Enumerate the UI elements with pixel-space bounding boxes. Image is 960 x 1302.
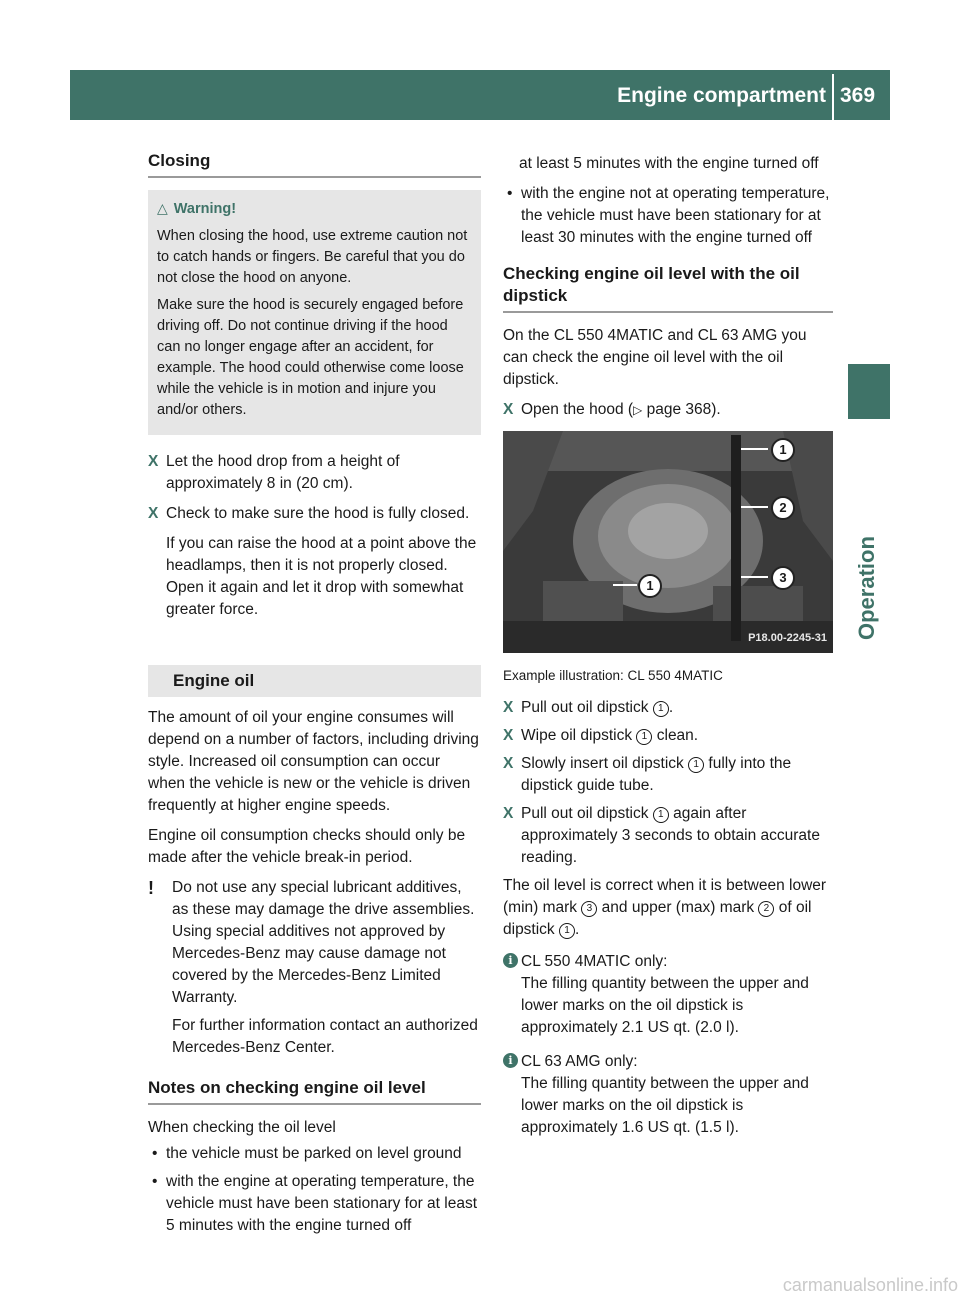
step-text: Pull out oil dipstick bbox=[521, 699, 653, 716]
right-column bbox=[503, 150, 833, 1151]
warning-title-text: Warning! bbox=[173, 201, 237, 217]
photo-code: P18.00-2245-31 bbox=[748, 632, 827, 644]
side-tab-marker bbox=[848, 364, 890, 419]
info-text: The filling quantity between the upper and lower marks on the oil dipstick is approximately 2.1 US qt. (2.0 l). bbox=[521, 975, 809, 1036]
step-text: Open the hood ( bbox=[521, 401, 634, 418]
left-column bbox=[148, 150, 481, 1234]
callout-ref: 1 bbox=[688, 757, 704, 773]
step-arrow-icon: X bbox=[148, 453, 159, 470]
step-arrow-icon: X bbox=[503, 805, 514, 822]
step-arrow-icon: X bbox=[503, 755, 514, 772]
warning-box bbox=[148, 190, 481, 435]
step-text: Slowly insert oil dipstick bbox=[521, 755, 689, 772]
callout-ref: 3 bbox=[581, 901, 597, 917]
bullet-item bbox=[148, 1171, 481, 1234]
instruction-step bbox=[503, 697, 833, 719]
info-note bbox=[503, 951, 833, 1039]
step-text: . bbox=[668, 699, 674, 716]
paragraph: The amount of oil your engine consumes will depend on a number of factors, including driving style. Increased oil consumption can occur when the vehicle is new or the vehicle is driven frequently at higher engine speeds. bbox=[148, 709, 479, 814]
bullet-icon: • bbox=[507, 185, 513, 202]
warning-paragraph: Make sure the hood is securely engaged before driving off. Do not continue driving if the hood can no longer engage after an accident, for example. The hood could otherwise come loose while the vehicle is in motion and injure you and/or others. bbox=[157, 297, 464, 418]
callout-ref: 1 bbox=[559, 923, 575, 939]
paragraph bbox=[503, 875, 833, 941]
paragraph: Engine oil consumption checks should only be made after the vehicle break-in period. bbox=[148, 827, 466, 866]
step-text: Wipe oil dipstick bbox=[521, 727, 637, 744]
caution-note bbox=[148, 877, 481, 1059]
page-number: 369 bbox=[840, 84, 876, 107]
bullet-continuation: at least 5 minutes with the engine turned off bbox=[519, 155, 819, 172]
closing-heading: Closing bbox=[148, 150, 481, 178]
callout-marker: 2 bbox=[771, 496, 795, 520]
instruction-step bbox=[503, 753, 833, 797]
header-divider bbox=[832, 74, 834, 120]
step-text: fully into the dipstick guide tube. bbox=[521, 755, 792, 794]
callout-marker: 1 bbox=[771, 438, 795, 462]
text-run: and upper (max) mark bbox=[597, 899, 759, 916]
step-text: again after approximately 3 seconds to obtain accurate reading. bbox=[521, 805, 820, 866]
warning-triangle-icon: △ bbox=[157, 200, 168, 216]
step-text: Let the hood drop from a height of approximately 8 in (20 cm). bbox=[166, 453, 400, 492]
step-text: Pull out oil dipstick bbox=[521, 805, 653, 822]
paragraph: When checking the oil level bbox=[148, 1119, 336, 1136]
photo-caption: Example illustration: CL 550 4MATIC bbox=[503, 668, 723, 683]
bullet-text: with the engine not at operating temperature, the vehicle must have been stationary for at least 30 minutes with the engine turned off bbox=[521, 185, 830, 246]
section-title: Engine compartment bbox=[617, 84, 826, 107]
text-run: The oil level is correct when it is between lower (min) mark bbox=[503, 877, 827, 916]
bullet-text: with the engine at operating temperature, the vehicle must have been stationary for at least 5 minutes with the engine turned off bbox=[166, 1173, 478, 1234]
callout-ref: 2 bbox=[758, 901, 774, 917]
side-tab-label: Operation bbox=[854, 536, 879, 640]
info-title: CL 550 4MATIC only: bbox=[521, 953, 668, 970]
step-arrow-icon: X bbox=[503, 727, 514, 744]
text-run: of oil dipstick bbox=[503, 899, 812, 938]
info-icon: i bbox=[503, 953, 518, 968]
bullet-item bbox=[503, 183, 833, 249]
engine-illustration bbox=[503, 431, 833, 653]
step-arrow-icon: X bbox=[503, 401, 514, 418]
warning-paragraph: When closing the hood, use extreme caution not to catch hands or fingers. Be careful that you do not close the hood on anyone. bbox=[157, 228, 468, 286]
notes-heading: Notes on checking engine oil level bbox=[148, 1077, 481, 1105]
engine-photo bbox=[503, 431, 833, 653]
step-text: clean. bbox=[652, 727, 699, 744]
callout-ref: 1 bbox=[653, 807, 669, 823]
callout-marker: 1 bbox=[638, 574, 662, 598]
watermark: carmanualsonline.info bbox=[782, 1275, 958, 1295]
paragraph: On the CL 550 4MATIC and CL 63 AMG you can check the engine oil level with the oil dipstick. bbox=[503, 327, 807, 388]
instruction-step bbox=[148, 451, 481, 495]
page-pointer-icon: ▷ bbox=[633, 403, 643, 417]
note-text: For further information contact an authorized Mercedes-Benz Center. bbox=[172, 1017, 478, 1056]
instruction-step bbox=[503, 725, 833, 747]
note-text: Do not use any special lubricant additives, as these may damage the drive assemblies. Using special additives not approved by Mercedes-Benz may cause damage not covered by the Mercedes-Benz Limited Warranty. bbox=[172, 879, 475, 1006]
exclamation-icon: ! bbox=[148, 878, 154, 898]
info-title: CL 63 AMG only: bbox=[521, 1053, 638, 1070]
step-detail: If you can raise the hood at a point above the headlamps, then it is not properly closed. Open it again and let it drop with somewhat greater force. bbox=[166, 535, 477, 618]
bullet-text: the vehicle must be parked on level ground bbox=[166, 1145, 462, 1162]
engine-oil-heading: Engine oil bbox=[148, 665, 481, 697]
step-arrow-icon: X bbox=[148, 505, 159, 522]
page-reference: page 368). bbox=[646, 401, 721, 418]
warning-title bbox=[157, 198, 473, 220]
instruction-step bbox=[503, 399, 833, 421]
bullet-item bbox=[148, 1143, 481, 1165]
bullet-icon: • bbox=[152, 1173, 158, 1190]
info-text: The filling quantity between the upper and lower marks on the oil dipstick is approximately 1.6 US qt. (1.5 l). bbox=[521, 1075, 809, 1136]
callout-ref: 1 bbox=[636, 729, 652, 745]
dipstick-heading: Checking engine oil level with the oil dipstick bbox=[503, 263, 833, 313]
info-icon: i bbox=[503, 1053, 518, 1068]
text-run: . bbox=[575, 921, 580, 938]
step-arrow-icon: X bbox=[503, 699, 514, 716]
callout-marker: 3 bbox=[771, 566, 795, 590]
step-text: Check to make sure the hood is fully closed. bbox=[166, 505, 470, 522]
instruction-step bbox=[148, 503, 481, 525]
callout-ref: 1 bbox=[653, 701, 669, 717]
info-note bbox=[503, 1051, 833, 1139]
instruction-step bbox=[503, 803, 833, 869]
bullet-icon: • bbox=[152, 1145, 158, 1162]
